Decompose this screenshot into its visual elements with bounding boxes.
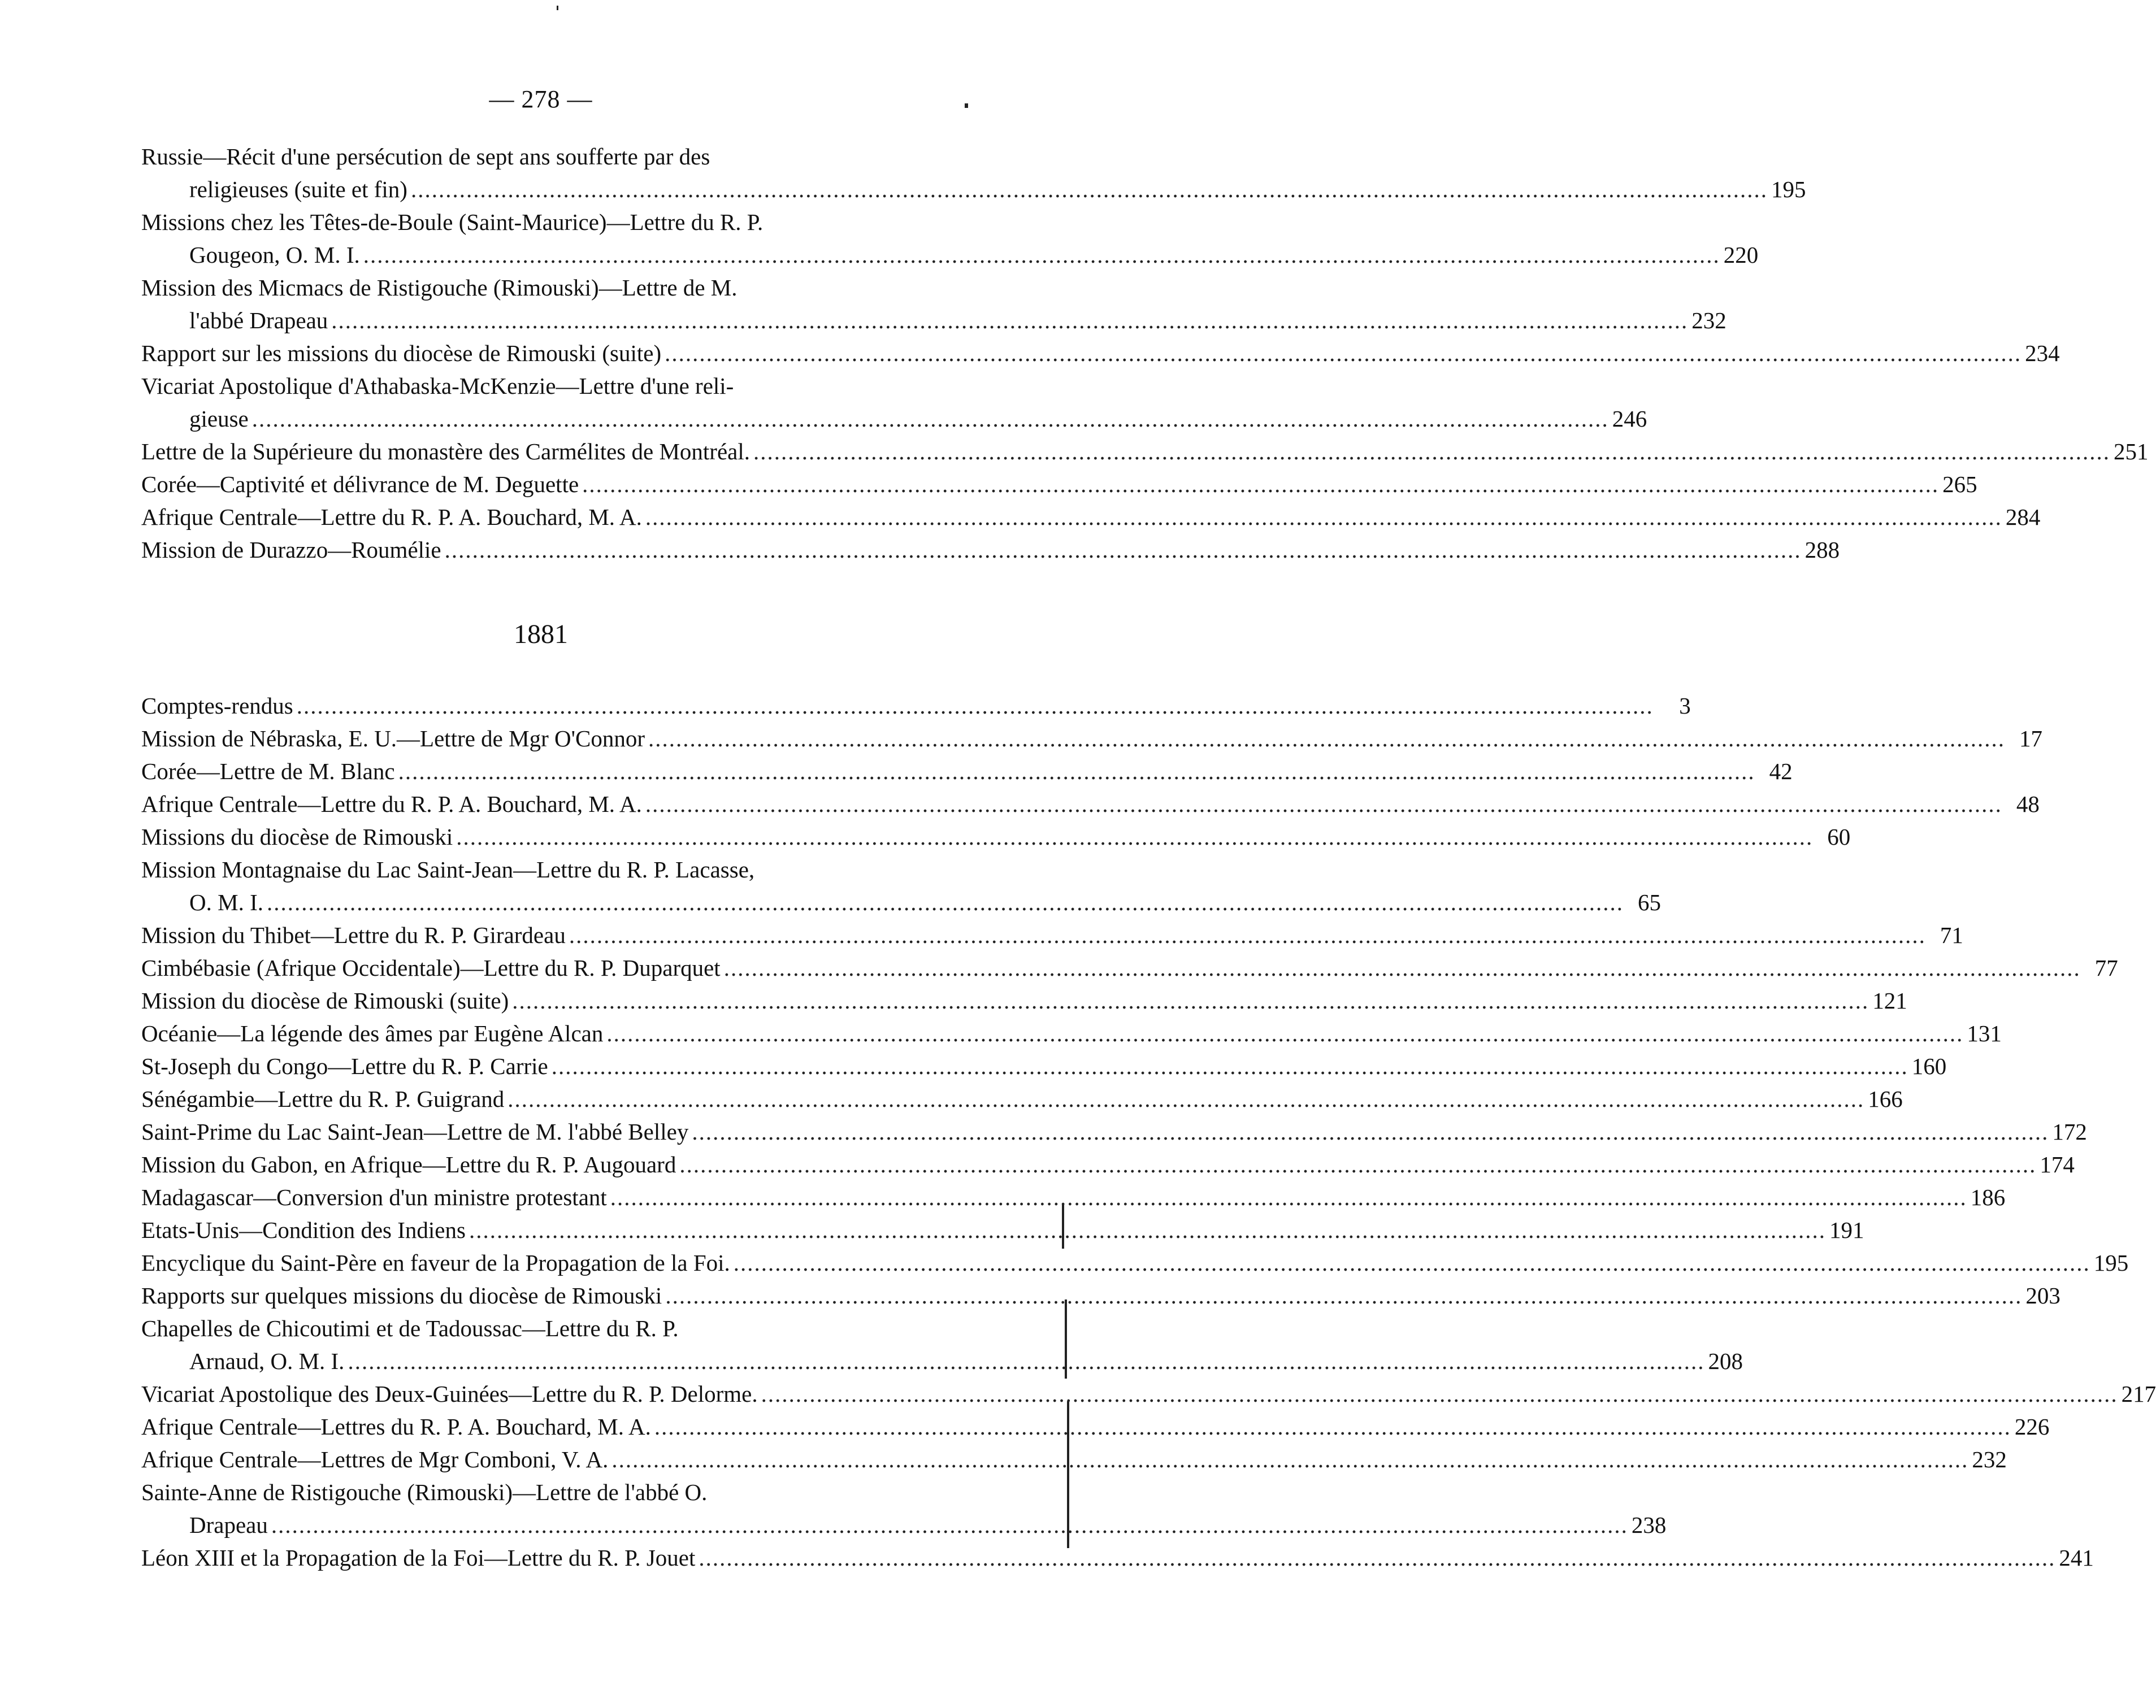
toc-entry [141, 722, 2042, 755]
toc-entry-line [141, 1050, 1947, 1083]
toc-entry-title: Afrique Centrale—Lettres du R. P. A. Bouchard, M. A. [141, 1414, 651, 1440]
toc-entry-title: Gougeon, O. M. I. [189, 242, 360, 268]
leader-dots [753, 435, 2110, 468]
toc-entry-title: Madagascar—Conversion d'un ministre protestant [141, 1184, 607, 1210]
leader-dots [648, 722, 2005, 755]
toc-entry-title: Missions du diocèse de Rimouski [141, 824, 453, 850]
toc-page-number: 238 [1631, 1512, 1667, 1538]
toc-page-number: 60 [1827, 824, 1851, 850]
toc-page-number: 172 [2052, 1119, 2087, 1145]
toc-entry-title: Lettre de la Supérieure du monastère des Carmélites de Montréal. [141, 438, 750, 464]
toc-page-number: 220 [1723, 242, 1759, 268]
leader-dots [569, 919, 1926, 951]
toc-entry [141, 788, 2040, 820]
toc-entry-line [141, 1476, 961, 1509]
toc-entry [141, 1115, 2087, 1148]
toc-entry-line [141, 919, 1963, 951]
toc-entry-line [141, 1410, 2050, 1443]
toc-entry-line [141, 140, 961, 173]
toc-entry [141, 337, 2060, 370]
toc-entry-title: Léon XIII et la Propagation de la Foi—Lettre du R. P. Jouet [141, 1545, 696, 1571]
toc-entry-title: Missions chez les Têtes-de-Boule (Saint-Maurice)—Lettre du R. P. [141, 209, 764, 235]
leader-dots [331, 304, 1688, 337]
toc-entry-title: Mission du Thibet—Lettre du R. P. Girardeau [141, 922, 566, 948]
toc-entry-title: Mission de Durazzo—Roumélie [141, 537, 441, 563]
toc-entry [141, 1050, 1947, 1083]
toc-entry-line [141, 951, 2118, 984]
toc-entry-line [141, 1279, 2060, 1312]
toc-page-number: 195 [1771, 176, 1806, 202]
toc-entry [141, 1312, 1743, 1377]
leader-dots [611, 1443, 1968, 1476]
toc-entry-continuation [141, 402, 1647, 435]
toc-entry [141, 1410, 2050, 1443]
toc-entry-line [141, 206, 961, 238]
toc-entry-title: Vicariat Apostolique des Deux-Guinées—Lettre du R. P. Delorme. [141, 1381, 758, 1407]
toc-entry [141, 206, 1759, 271]
toc-entry-line [141, 689, 1691, 722]
toc-entry-title: Saint-Prime du Lac Saint-Jean—Lettre de M. l'abbé Belley [141, 1119, 689, 1145]
toc-page-number: 3 [1679, 693, 1691, 719]
page-number: — 278 — [489, 85, 593, 113]
toc-page-number: 284 [2005, 504, 2041, 530]
toc-entry-title: St-Joseph du Congo—Lettre du R. P. Carrie [141, 1053, 548, 1079]
toc-entry [141, 1181, 2006, 1214]
scan-speck [1062, 1203, 1064, 1249]
toc-entry-title: Vicariat Apostolique d'Athabaska-McKenzie—Lettre d'une reli- [141, 373, 734, 399]
toc-entry-title: Sainte-Anne de Ristigouche (Rimouski)—Lettre de l'abbé O. [141, 1479, 708, 1505]
toc-entry-line [141, 1148, 2075, 1181]
leader-dots [654, 1410, 2011, 1443]
toc-page-number: 234 [2025, 340, 2060, 366]
toc-entry [141, 1246, 2129, 1279]
toc-entry-line [141, 1312, 961, 1345]
leader-dots [348, 1345, 1704, 1377]
toc-entry-line [141, 435, 2149, 468]
scan-speck [965, 103, 968, 108]
toc-entry-line [141, 1017, 2002, 1050]
toc-entry-line [141, 533, 1840, 566]
leader-dots [734, 1246, 2090, 1279]
toc-entry [141, 501, 2041, 533]
toc-entry-title: gieuse [189, 406, 249, 432]
toc-page-number: 217 [2121, 1381, 2156, 1407]
toc-entry-title: Corée—Lettre de M. Blanc [141, 758, 395, 784]
leader-dots [645, 788, 2002, 820]
toc-entry-title: Afrique Centrale—Lettres de Mgr Comboni, V. A. [141, 1446, 609, 1472]
toc-entry [141, 951, 2118, 984]
toc-entry [141, 689, 1691, 722]
toc-entry-title: Rapport sur les missions du diocèse de Rimouski (suite) [141, 340, 662, 366]
toc-entry [141, 755, 1793, 788]
toc-entry [141, 984, 1907, 1017]
toc-page-number: 241 [2059, 1545, 2094, 1571]
toc-entry-line [141, 1214, 1864, 1246]
toc-entry-line [141, 370, 961, 402]
toc-page-number: 195 [2093, 1250, 2129, 1276]
toc-entry [141, 271, 1726, 337]
leader-dots [610, 1181, 1967, 1214]
toc-entry [141, 140, 1806, 206]
toc-entry [141, 820, 1851, 853]
toc-entry-continuation [141, 238, 1759, 271]
leader-dots [645, 501, 2002, 533]
toc-entry-title: O. M. I. [189, 889, 263, 915]
toc-entry-line [141, 820, 1851, 853]
leader-dots [665, 337, 2021, 370]
toc-entry-title: l'abbé Drapeau [189, 307, 328, 333]
toc-entry-title: Chapelles de Chicoutimi et de Tadoussac—Lettre du R. P. [141, 1315, 679, 1341]
toc-entry [141, 1377, 2156, 1410]
scan-speck [1067, 1401, 1069, 1548]
leader-dots [297, 689, 1654, 722]
toc-entry-line [141, 1443, 2007, 1476]
leader-dots [271, 1509, 1628, 1541]
toc-entry-line [141, 984, 1907, 1017]
toc-entry-line [141, 853, 961, 886]
toc-page-number: 65 [1637, 889, 1661, 915]
toc-page-number: 226 [2014, 1414, 2050, 1440]
toc-page-number: 131 [1967, 1020, 2002, 1046]
leader-dots [724, 951, 2081, 984]
toc-entry-line [141, 1115, 2087, 1148]
leader-dots [679, 1148, 2036, 1181]
toc-page-number: 232 [1691, 307, 1726, 333]
toc-page-number: 174 [2040, 1151, 2075, 1177]
leader-dots [606, 1017, 1963, 1050]
toc-entry-line [141, 337, 2060, 370]
year-heading: 1881 [514, 619, 568, 649]
toc-entry-title: Sénégambie—Lettre du R. P. Guigrand [141, 1086, 505, 1112]
toc-entry-title: Afrique Centrale—Lettre du R. P. A. Bouchard, M. A. [141, 504, 642, 530]
toc-entry-continuation [141, 304, 1726, 337]
toc-page-number: 17 [2019, 725, 2042, 751]
toc-page-number: 208 [1708, 1348, 1743, 1374]
toc-entry-line [141, 1377, 2156, 1410]
toc-entry-title: Drapeau [189, 1512, 268, 1538]
leader-dots [445, 533, 1802, 566]
toc-page-number: 265 [1942, 471, 1977, 497]
toc-page-number: 48 [2016, 791, 2040, 817]
toc-entry-title: Mission du Gabon, en Afrique—Lettre du R. P. Augouard [141, 1151, 676, 1177]
toc-entry-title: Afrique Centrale—Lettre du R. P. A. Bouchard, M. A. [141, 791, 642, 817]
toc-entry-line [141, 1541, 2094, 1574]
leader-dots [512, 984, 1869, 1017]
toc-entry [141, 1083, 1903, 1115]
toc-page-number: 121 [1872, 988, 1907, 1014]
toc-entry-title: Comptes-rendus [141, 693, 293, 719]
toc-entry-line [141, 755, 1793, 788]
toc-entry [141, 1476, 1667, 1541]
toc-entry-line [141, 1246, 2129, 1279]
toc-entry [141, 435, 2149, 468]
toc-entry [141, 919, 1963, 951]
toc-page-number: 166 [1868, 1086, 1903, 1112]
toc-entry [141, 1443, 2007, 1476]
toc-page-number: 251 [2114, 438, 2149, 464]
toc-entry-title: Encyclique du Saint-Père en faveur de la Propagation de la Foi. [141, 1250, 730, 1276]
toc-entry-title: Océanie—La légende des âmes par Eugène Alcan [141, 1020, 604, 1046]
leader-dots [469, 1214, 1826, 1246]
leader-dots [582, 468, 1939, 501]
toc-page-number: 232 [1972, 1446, 2007, 1472]
toc-page-number: 71 [1940, 922, 1963, 948]
toc-page-number: 288 [1804, 537, 1840, 563]
toc-entry [141, 1017, 2002, 1050]
toc-entry [141, 370, 1647, 435]
leader-dots [761, 1377, 2118, 1410]
toc-page-number: 42 [1769, 758, 1793, 784]
leader-dots [456, 820, 1813, 853]
toc-entry-title: Rapports sur quelques missions du diocèse de Rimouski [141, 1283, 662, 1309]
toc-entry-title: Russie—Récit d'une persécution de sept ans soufferte par des [141, 144, 710, 170]
toc-entry-line [141, 468, 1977, 501]
toc-entry-continuation [141, 1345, 1743, 1377]
toc-page-number: 246 [1612, 406, 1647, 432]
toc-entry-title: Mission Montagnaise du Lac Saint-Jean—Lettre du R. P. Lacasse, [141, 857, 755, 883]
toc-entry [141, 468, 1977, 501]
toc-entry [141, 853, 1661, 919]
leader-dots [507, 1083, 1864, 1115]
toc-entry-continuation [141, 173, 1806, 206]
toc-entry-line [141, 1083, 1903, 1115]
toc-entry-title: Corée—Captivité et délivrance de M. Deguette [141, 471, 579, 497]
toc-entry-line [141, 271, 961, 304]
leader-dots [363, 238, 1720, 271]
leader-dots [692, 1115, 2049, 1148]
toc-entry-title: Mission du diocèse de Rimouski (suite) [141, 988, 509, 1014]
toc-entry-continuation [141, 886, 1661, 919]
scan-speck [1065, 1300, 1067, 1379]
toc-entry [141, 533, 1840, 566]
toc-entry-continuation [141, 1509, 1667, 1541]
toc-entry [141, 1214, 1864, 1246]
toc-entry-title: Arnaud, O. M. I. [189, 1348, 345, 1374]
toc-section-1881 [141, 689, 2156, 1574]
toc-entry-title: religieuses (suite et fin) [189, 176, 407, 202]
toc-entry [141, 1279, 2060, 1312]
leader-dots [665, 1279, 2022, 1312]
toc-entry-title: Etats-Unis—Condition des Indiens [141, 1217, 466, 1243]
toc-entry-line [141, 722, 2042, 755]
toc-page-number: 191 [1829, 1217, 1864, 1243]
toc-page-number: 160 [1911, 1053, 1947, 1079]
toc-section-1880 [141, 140, 2149, 566]
scan-speck [557, 6, 558, 10]
toc-entry [141, 1541, 2094, 1574]
toc-entry-line [141, 788, 2040, 820]
toc-page-number: 186 [1970, 1184, 2006, 1210]
toc-entry-title: Mission des Micmacs de Ristigouche (Rimouski)—Lettre de M. [141, 275, 738, 301]
toc-entry-line [141, 1181, 2006, 1214]
toc-entry [141, 1148, 2075, 1181]
leader-dots [699, 1541, 2055, 1574]
leader-dots [411, 173, 1768, 206]
leader-dots [552, 1050, 1908, 1083]
leader-dots [252, 402, 1609, 435]
toc-entry-title: Mission de Nébraska, E. U.—Lettre de Mgr O'Connor [141, 725, 645, 751]
toc-page-number: 77 [2094, 955, 2118, 981]
leader-dots [267, 886, 1624, 919]
toc-entry-line [141, 501, 2041, 533]
toc-entry-title: Cimbébasie (Afrique Occidentale)—Lettre du R. P. Duparquet [141, 955, 721, 981]
toc-page-number: 203 [2025, 1283, 2060, 1309]
leader-dots [398, 755, 1755, 788]
